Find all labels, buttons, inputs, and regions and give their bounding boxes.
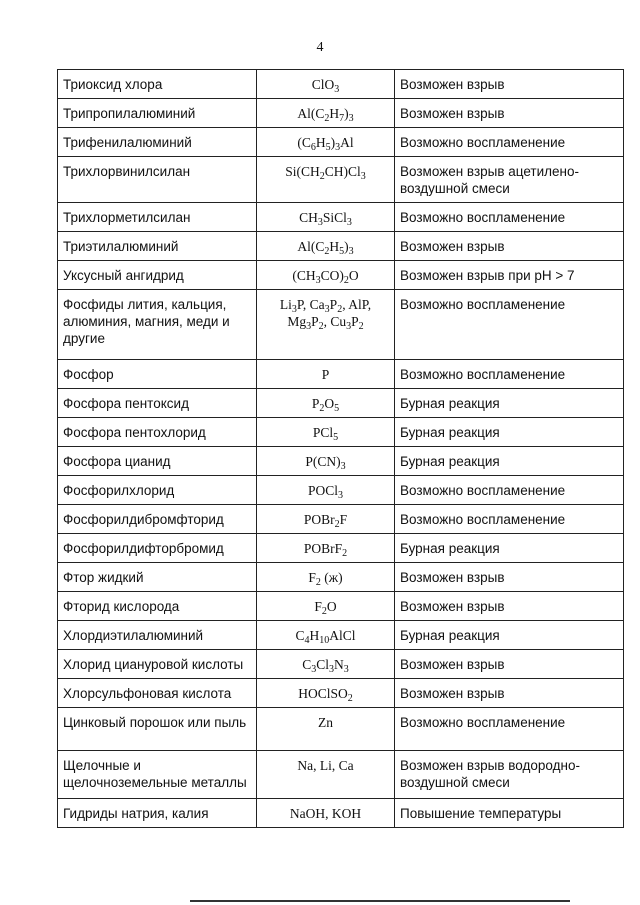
chemical-formula: Na, Li, Ca <box>257 751 395 799</box>
substance-name: Фосфора пентохлорид <box>58 418 257 447</box>
chemical-formula: $F_2$ (ж) <box>257 563 395 592</box>
page-number: 4 <box>316 40 324 55</box>
chemical-formula: NaOH, KOH <box>257 799 395 828</box>
hazard-description: Бурная реакция <box>395 389 624 418</box>
hazard-description: Возможен взрыв <box>395 232 624 261</box>
hazard-description: Возможно воспламенение <box>395 203 624 232</box>
chemical-formula: $F_2O$ <box>257 592 395 621</box>
table-row <box>58 290 624 360</box>
table-row <box>58 447 624 476</box>
chemical-formula: HOClSO$_2$ <box>257 679 395 708</box>
hazard-description: Возможно воспламенение <box>395 128 624 157</box>
chemical-formula: $Si(CH_2CH)Cl_3$ <box>257 157 395 203</box>
substance-name: Гидриды натрия, калия <box>58 799 257 828</box>
table-row <box>58 360 624 389</box>
bottom-rule <box>190 900 570 902</box>
substance-name: Хлорид циануровой кислоты <box>58 650 257 679</box>
substance-name: Хлордиэтилалюминий <box>58 621 257 650</box>
hazard-description: Бурная реакция <box>395 418 624 447</box>
chemical-formula: $Al(C_2H_7)_3$ <box>257 99 395 128</box>
hazard-table-body <box>58 70 624 828</box>
substance-name: Фосфорилхлорид <box>58 476 257 505</box>
table-row <box>58 563 624 592</box>
substance-name: Уксусный ангидрид <box>58 261 257 290</box>
hazard-description: Бурная реакция <box>395 447 624 476</box>
hazard-description: Возможно воспламенение <box>395 476 624 505</box>
chemical-formula: $(CH_3CO)_2O$ <box>257 261 395 290</box>
substance-name: Трипропилалюминий <box>58 99 257 128</box>
substance-name: Фтор жидкий <box>58 563 257 592</box>
table-row <box>58 650 624 679</box>
chemical-formula: $C_3Cl_3N_3$ <box>257 650 395 679</box>
chemical-formula: $Li_3P$, $Ca_3P_2$, AlP, $Mg_3P_2$, $Cu_3P_2$ <box>257 290 395 360</box>
table-row <box>58 799 624 828</box>
table-row <box>58 476 624 505</box>
hazard-description: Бурная реакция <box>395 534 624 563</box>
hazard-description: Возможен взрыв водородно-воздушной смеси <box>395 751 624 799</box>
hazard-description: Возможен взрыв при pH > 7 <box>395 261 624 290</box>
hazard-description: Возможен взрыв <box>395 650 624 679</box>
table-row <box>58 534 624 563</box>
table-row <box>58 203 624 232</box>
substance-name: Фосфорилдибромфторид <box>58 505 257 534</box>
table-row <box>58 592 624 621</box>
hazard-description: Возможен взрыв ацетилено-воздушной смеси <box>395 157 624 203</box>
chemical-formula: $P_2O_5$ <box>257 389 395 418</box>
chemical-formula: $C_4H_{10}AlCl$ <box>257 621 395 650</box>
substance-name: Щелочные и щелочноземельные металлы <box>58 751 257 799</box>
table-row <box>58 708 624 751</box>
chemical-formula: $Al(C_2H_5)_3$ <box>257 232 395 261</box>
hazard-description: Повышение температуры <box>395 799 624 828</box>
hazard-description: Возможен взрыв <box>395 679 624 708</box>
hazard-description: Бурная реакция <box>395 621 624 650</box>
table-row <box>58 157 624 203</box>
substance-name: Фосфор <box>58 360 257 389</box>
substance-name: Трихлорвинилсилан <box>58 157 257 203</box>
substance-name: Триоксид хлора <box>58 70 257 99</box>
table-row <box>58 418 624 447</box>
substance-name: Хлорсульфоновая кислота <box>58 679 257 708</box>
table-row <box>58 621 624 650</box>
table-row <box>58 128 624 157</box>
substance-name: Фосфиды лития, кальция, алюминия, магния, меди и другие <box>58 290 257 360</box>
hazard-description: Возможно воспламенение <box>395 290 624 360</box>
chemical-formula: POBrF$_2$ <box>257 534 395 563</box>
chemical-formula: P <box>257 360 395 389</box>
chemical-formula: $P(CN)_3$ <box>257 447 395 476</box>
hazard-table <box>57 69 624 828</box>
hazard-description: Возможно воспламенение <box>395 708 624 751</box>
substance-name: Трифенилалюминий <box>58 128 257 157</box>
hazard-description: Возможен взрыв <box>395 592 624 621</box>
substance-name: Триэтилалюминий <box>58 232 257 261</box>
substance-name: Фосфора пентоксид <box>58 389 257 418</box>
chemical-formula: $CH_3SiCl_3$ <box>257 203 395 232</box>
hazard-description: Возможен взрыв <box>395 70 624 99</box>
table-row <box>58 505 624 534</box>
chemical-formula: POBr$_2$F <box>257 505 395 534</box>
table-row <box>58 751 624 799</box>
substance-name: Фосфорилдифторбромид <box>58 534 257 563</box>
chemical-formula: POCl$_3$ <box>257 476 395 505</box>
hazard-description: Возможен взрыв <box>395 563 624 592</box>
table-row <box>58 679 624 708</box>
substance-name: Трихлорметилсилан <box>58 203 257 232</box>
hazard-description: Возможно воспламенение <box>395 360 624 389</box>
substance-name: Фторид кислорода <box>58 592 257 621</box>
substance-name: Цинковый порошок или пыль <box>58 708 257 751</box>
chemical-formula: PCl$_5$ <box>257 418 395 447</box>
chemical-formula: $(C_6H_5)_3Al$ <box>257 128 395 157</box>
table-row <box>58 389 624 418</box>
table-row <box>58 70 624 99</box>
hazard-description: Возможно воспламенение <box>395 505 624 534</box>
substance-name: Фосфора цианид <box>58 447 257 476</box>
chemical-formula: Zn <box>257 708 395 751</box>
table-row <box>58 261 624 290</box>
hazard-description: Возможен взрыв <box>395 99 624 128</box>
chemical-formula: ClO$_3$ <box>257 70 395 99</box>
table-row <box>58 232 624 261</box>
table-row <box>58 99 624 128</box>
